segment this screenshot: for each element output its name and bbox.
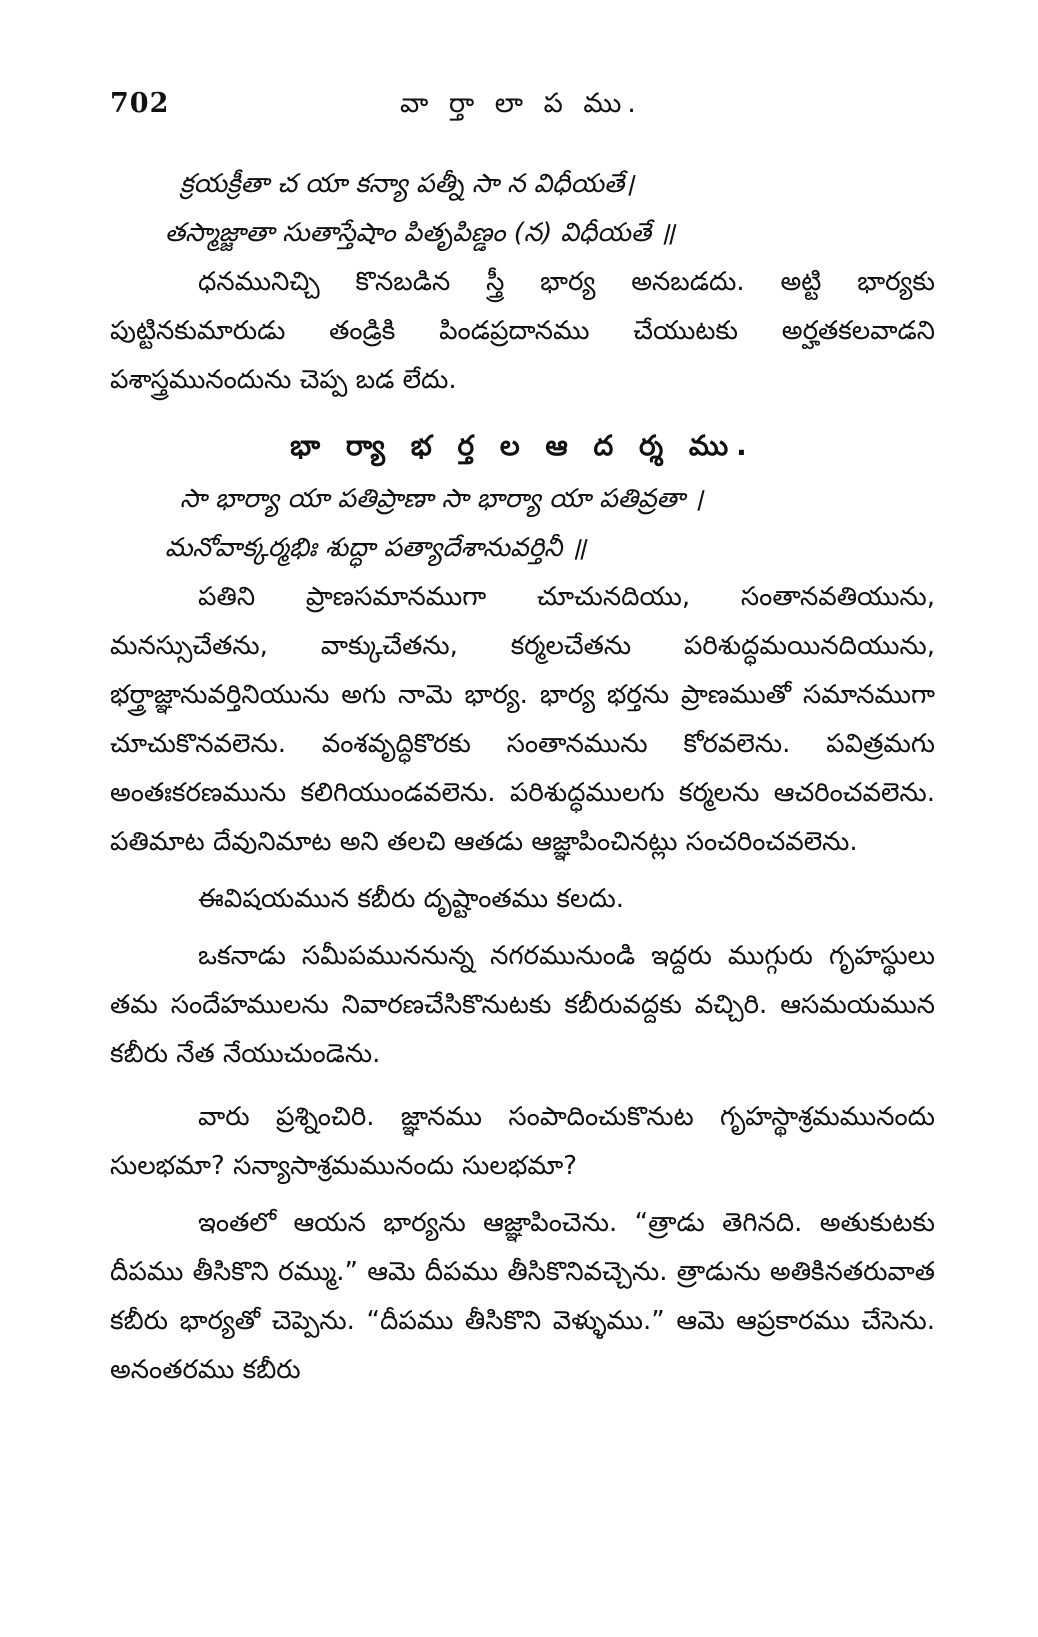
spacer [110,924,935,932]
spacer [110,1191,935,1199]
spacer [110,405,935,413]
sanskrit-verse-1-line-1: క్రయక్రీతా చ యా కన్యా పత్నీ సా న విధీయతే। [180,169,635,199]
section-heading: భా ర్యా భ ర్త ల ఆ ద ర్శ ము. [290,429,755,462]
paragraph-6: ఇంతలో ఆయన భార్యను ఆజ్ఞాపించెను. “త్రాడు తెగినది. అతుకుటకు దీపము తీసికొని రమ్ము.” ఆమె దీపము తీసికొనివచ్చెను. త్రాడును అతికినతరువాత కబీరు భార్యతో చెప్పెను. “దీపము తీసికొని వెళ్ళుము.” ఆమె ఆప్రకారము చేసెను. అనంతరము కబీరు [110,1208,935,1385]
paragraph-4: ఒకనాడు సమీపముననున్న నగరమునుండి ఇద్దరు ముగ్గురు గృహస్థులు తమ సందేహములను నివారణచేసికొనుటకు కబీరువద్దకు వచ్చిరి. ఆసమయమున కబీరు నేత నేయుచుండెను. [110,941,935,1069]
paragraph-3: ఈవిషయమున కబీరు దృష్టాంతము కలదు. [198,884,624,914]
running-head: వా ర్తా లా ప ము. [400,88,642,119]
spacer [110,1079,935,1093]
page-number: 702 [110,88,170,119]
paragraph-1: ధనమునిచ్చి కొనబడిన స్త్రీ భార్య అనబడదు. అట్టి భార్యకు పుట్టినకుమారుడు తండ్రికి పిండప్రదానము చేయుటకు అర్హతకలవాడని పశాస్త్రమునందును చెప్ప బడ లేదు. [110,267,935,395]
paragraph-5: వారు ప్రశ్నించిరి. జ్ఞానము సంపాదించుకొనుట గృహస్థాశ్రమమునందు సులభమా? సన్యాసాశ్రమమునందు సులభమా? [110,1102,935,1181]
paragraph-2: పతిని ప్రాణసమానముగా చూచునదియు, సంతానవతియును, మనస్సుచేతను, వాక్కుచేతను, కర్మలచేతను పరిశుద్ధమయినదియును, భర్త్రాజ్ఞానువర్తినియును అగు నామె భార్య. భార్య భర్తను ప్రాణముతో సమానముగా చూచుకొనవలెను. వంశవృద్ధికొరకు సంతానమును కోరవలెను. పవిత్రమగు అంతఃకరణమును కలిగియుండవలెను. పరిశుద్ధములగు కర్మలను ఆచరించవలెను. పతిమాట దేవునిమాట అని తలచి ఆతడు ఆజ్ఞాపించినట్లు సంచరించవలెను. [110,582,935,857]
sanskrit-verse-1-line-2: తస్మాజ్జాతా సుతాస్తేషాం పితృపిణ్డం (న) విధీయతే ॥ [165,218,675,248]
sanskrit-verse-2-line-2: మనోవాక్కర్మభిః శుద్ధా పత్యాదేశానువర్తినీ ॥ [165,533,587,563]
sanskrit-verse-2-line-1: సా భార్యా యా పతిప్రాణా సా భార్యా యా పతివ్రతా । [180,484,704,514]
spacer [110,867,935,875]
page-body [110,160,935,1395]
page-header [0,78,1038,138]
